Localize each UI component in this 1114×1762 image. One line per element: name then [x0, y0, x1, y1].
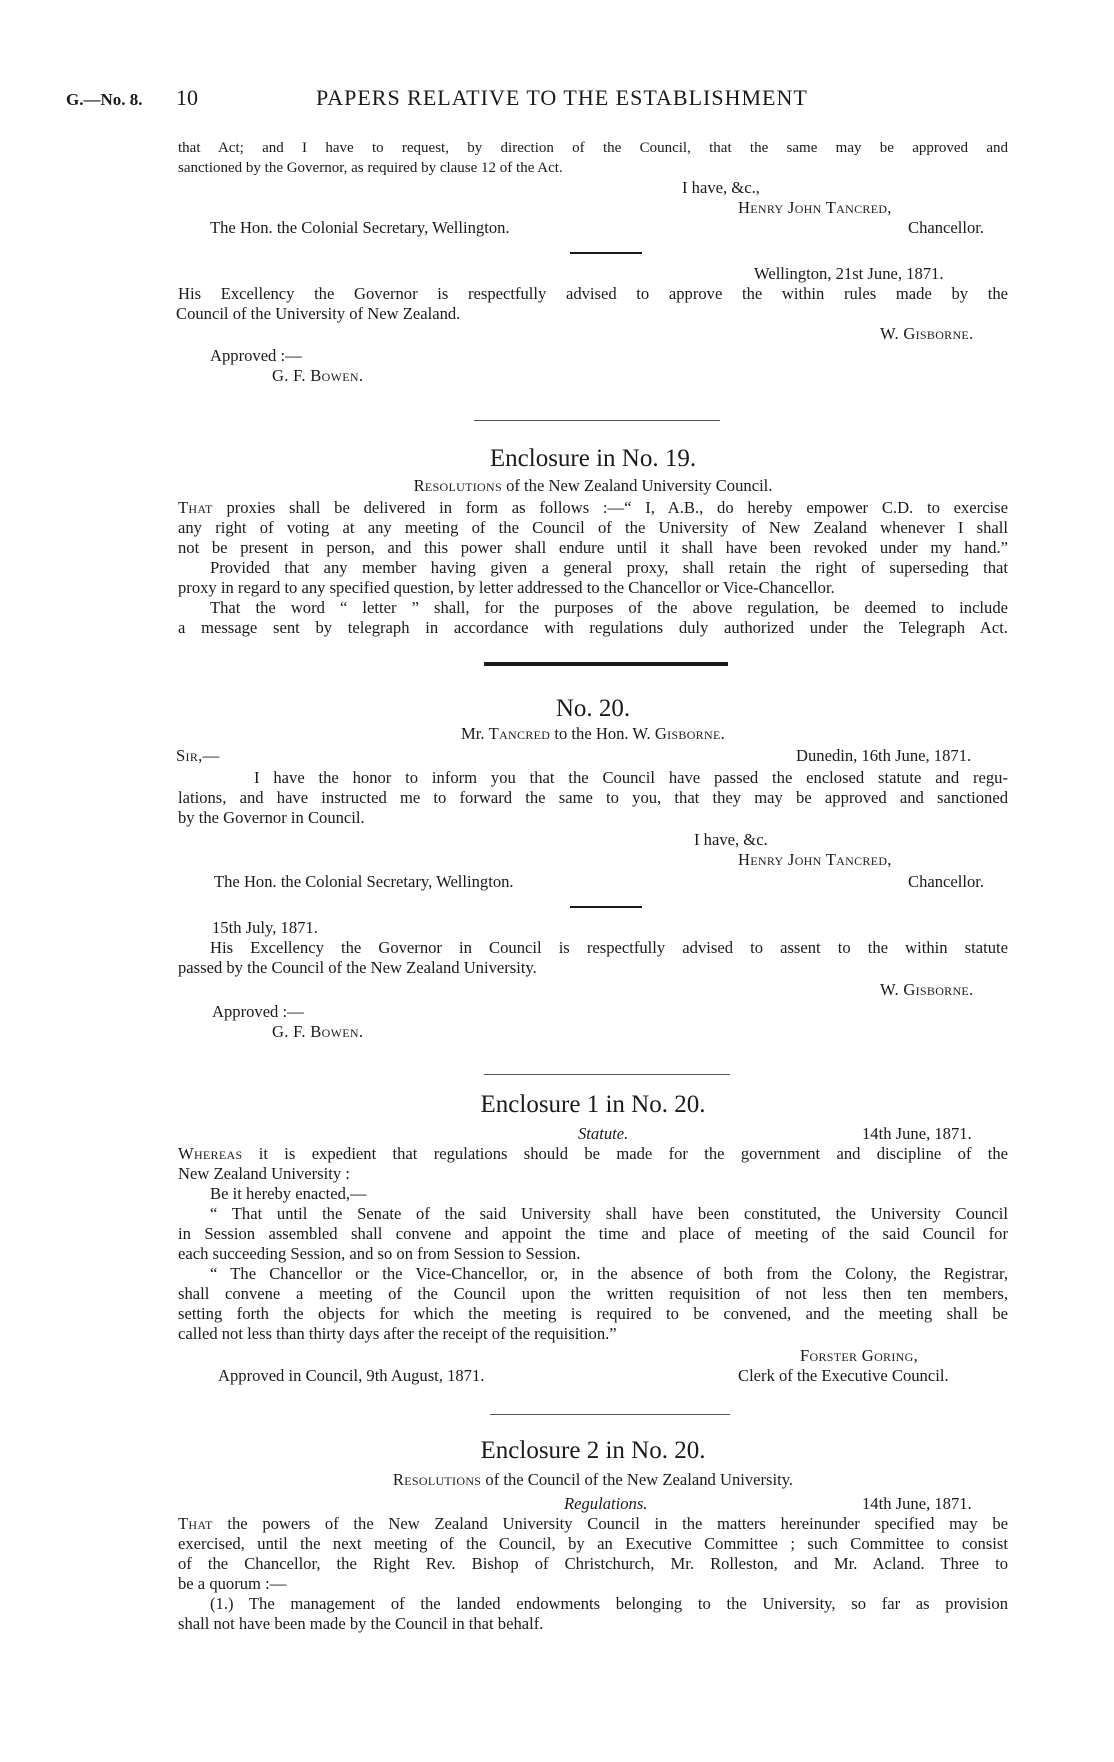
divider-short [570, 906, 642, 908]
no-20-to: Gisborne. [654, 724, 726, 743]
divider-thick [484, 662, 728, 666]
enclosure-2-20-para-line-1 [178, 1514, 1008, 1534]
no-20-body-line-3: by the Governor in Council. [178, 808, 365, 827]
enclosure-1-20-date: 14th June, 1871. [862, 1124, 972, 1143]
advice-2-approved-label: Approved :— [212, 1002, 304, 1021]
enclosure-19-subheading [178, 476, 1008, 496]
divider-thin [474, 420, 720, 421]
enclosure-1-20-clause-1-line-1: “ That until the Senate of the said University shall have been constituted, the University Council [210, 1204, 1008, 1223]
enclosure-2-20-para-line-4: be a quorum :— [178, 1574, 287, 1593]
divider-thin [484, 1074, 730, 1075]
enclosure-1-20-clause-2-line-2: shall convene a meeting of the Council upon the written requisition of not less then ten members, [178, 1284, 1008, 1303]
enclosure-19-para-3-line-2: a message sent by telegraph in accordance with regulations duly authorized under the Telegraph Act. [178, 618, 1008, 637]
prev-letter-signatory-title: Chancellor. [908, 218, 985, 237]
enclosure-1-20-whereas-line-2: New Zealand University : [178, 1164, 350, 1183]
prev-letter-signatory: Henry John Tancred, [738, 198, 892, 217]
enclosure-1-20-clerk-name: Forster Goring, [800, 1346, 919, 1365]
enclosure-19-lead-word: That [178, 498, 213, 517]
enclosure-19-para-2-line-2: proxy in regard to any specified question, by letter addressed to the Chancellor or Vice-Chancellor. [178, 578, 835, 597]
advice-2-date: 15th July, 1871. [212, 918, 318, 937]
enclosure-19-para-3-line-1: That the word “ letter ” shall, for the purposes of the above regulation, be deemed to include [210, 598, 1008, 617]
enclosure-1-20-whereas-lead: Whereas [178, 1144, 243, 1163]
page-number: 10 [176, 85, 198, 110]
enclosure-1-20-clerk-title: Clerk of the Executive Council. [738, 1366, 949, 1385]
advice-2-signatory: W. Gisborne. [880, 980, 974, 999]
enclosure-19-subheading-rest: of the New Zealand University Council. [501, 476, 773, 495]
enclosure-1-20-whereas-text: it is expedient that regulations should be made for the government and discipline of the [242, 1144, 1008, 1163]
enclosure-1-20-approved: Approved in Council, 9th August, 1871. [218, 1366, 485, 1385]
advice-1-signatory: W. Gisborne. [880, 324, 974, 343]
enclosure-1-20-clause-1-line-2: in Session assembled shall convene and appoint the time and place of meeting of the said Council for [178, 1224, 1008, 1243]
enclosure-2-20-item-1-line-1: (1.) The management of the landed endowments belonging to the University, so far as provision [210, 1594, 1008, 1613]
enclosure-2-20-subheading-rest: of the Council of the New Zealand University. [481, 1470, 794, 1489]
series-reference: G.—No. 8. [66, 90, 143, 109]
enclosure-19-para-1-line-3: not be present in person, and this power shall endure until it shall have been revoked under my hand.” [178, 538, 1008, 557]
page-title: PAPERS RELATIVE TO THE ESTABLISHMENT [316, 85, 808, 110]
no-20-body-line-1: I have the honor to inform you that the Council have passed the enclosed statute and regu- [254, 768, 1008, 787]
advice-2-approver: G. F. Bowen. [272, 1022, 364, 1041]
enclosure-19-para-1-line-1 [178, 498, 1008, 518]
no-20-from: Tancred [488, 724, 551, 743]
no-20-salutation: Sir,— [176, 746, 220, 765]
advice-1-line-1: His Excellency the Governor is respectfully advised to approve the within rules made by the [178, 284, 1008, 303]
no-20-subheading [178, 724, 1008, 744]
no-20-signatory-title: Chancellor. [908, 872, 985, 891]
advice-1-line-2: Council of the University of New Zealand. [176, 304, 461, 323]
enclosure-19-heading: Enclosure in No. 19. [489, 445, 697, 472]
no-20-addressee: The Hon. the Colonial Secretary, Wellington. [214, 872, 514, 891]
no-20-body-line-2: lations, and have instructed me to forward the same to you, that they may be approved and sanctioned [178, 788, 1008, 807]
no-20-heading: No. 20. [555, 695, 631, 722]
enclosure-1-20-enact: Be it hereby enacted,— [210, 1184, 367, 1203]
enclosure-2-20-subheading-lead: Resolutions [392, 1470, 482, 1489]
no-20-signatory: Henry John Tancred, [738, 850, 892, 869]
enclosure-2-20-para-text: the powers of the New Zealand University Council in the matters hereinunder specified may be [212, 1514, 1008, 1533]
enclosure-1-20-clause-1-line-3: each succeeding Session, and so on from Session to Session. [178, 1244, 581, 1263]
enclosure-19-para-1-line-2: any right of voting at any meeting of the Council of the University of New Zealand whenever I shall [178, 518, 1008, 537]
enclosure-1-20-heading: Enclosure 1 in No. 20. [480, 1091, 706, 1118]
no-20-closing: I have, &c. [694, 830, 768, 849]
enclosure-2-20-item-1-line-2: shall not have been made by the Council in that behalf. [178, 1614, 544, 1633]
enclosure-1-20-clause-2-line-3: setting forth the objects for which the meeting is required to be convened, and the meeting shall be [178, 1304, 1008, 1323]
enclosure-2-20-date: 14th June, 1871. [862, 1494, 972, 1513]
enclosure-2-20-subheading [178, 1470, 1008, 1490]
enclosure-1-20-clause-2-line-1: “ The Chancellor or the Vice-Chancellor, or, in the absence of both from the Colony, the Registrar, [210, 1264, 1008, 1283]
enclosure-1-20-whereas-line-1 [178, 1144, 1008, 1164]
enclosure-2-20-kind: Regulations. [564, 1494, 648, 1513]
divider-short [570, 252, 642, 254]
divider-thin [490, 1414, 730, 1415]
enclosure-19-para-1-text: proxies shall be delivered in form as follows :—“ I, A.B., do hereby empower C.D. to exercise [212, 498, 1008, 517]
no-20-date: Dunedin, 16th June, 1871. [796, 746, 972, 765]
advice-1-date: Wellington, 21st June, 1871. [754, 264, 944, 283]
advice-1-approver: G. F. Bowen. [272, 366, 364, 385]
enclosure-2-20-heading: Enclosure 2 in No. 20. [480, 1437, 706, 1464]
enclosure-2-20-lead-word: That [178, 1514, 213, 1533]
prev-letter-closing: I have, &c., [682, 178, 760, 197]
prev-letter-line-2: sanctioned by the Governor, as required by clause 12 of the Act. [178, 160, 563, 176]
no-20-mid: to the Hon. W. [550, 724, 655, 743]
no-20-mr: Mr. [460, 724, 489, 743]
enclosure-2-20-para-line-3: of the Chancellor, the Right Rev. Bishop of Christchurch, Mr. Rolleston, and Mr. Acland. Three to [178, 1554, 1008, 1573]
enclosure-1-20-clause-2-line-4: called not less than thirty days after the receipt of the requisition.” [178, 1324, 617, 1343]
advice-2-line-2: passed by the Council of the New Zealand University. [178, 958, 537, 977]
enclosure-1-20-kind: Statute. [578, 1124, 629, 1143]
enclosure-19-para-2-line-1: Provided that any member having given a general proxy, shall retain the right of superseding that [210, 558, 1008, 577]
advice-1-approved-label: Approved :— [210, 346, 302, 365]
prev-letter-line-1: that Act; and I have to request, by direction of the Council, that the same may be approved and [178, 140, 1008, 156]
enclosure-19-subheading-lead: Resolutions [413, 476, 502, 495]
prev-letter-addressee: The Hon. the Colonial Secretary, Wellington. [210, 218, 510, 237]
advice-2-line-1: His Excellency the Governor in Council is respectfully advised to assent to the within statute [210, 938, 1008, 957]
enclosure-2-20-para-line-2: exercised, until the next meeting of the Council, by an Executive Committee ; such Committee to consist [178, 1534, 1008, 1553]
